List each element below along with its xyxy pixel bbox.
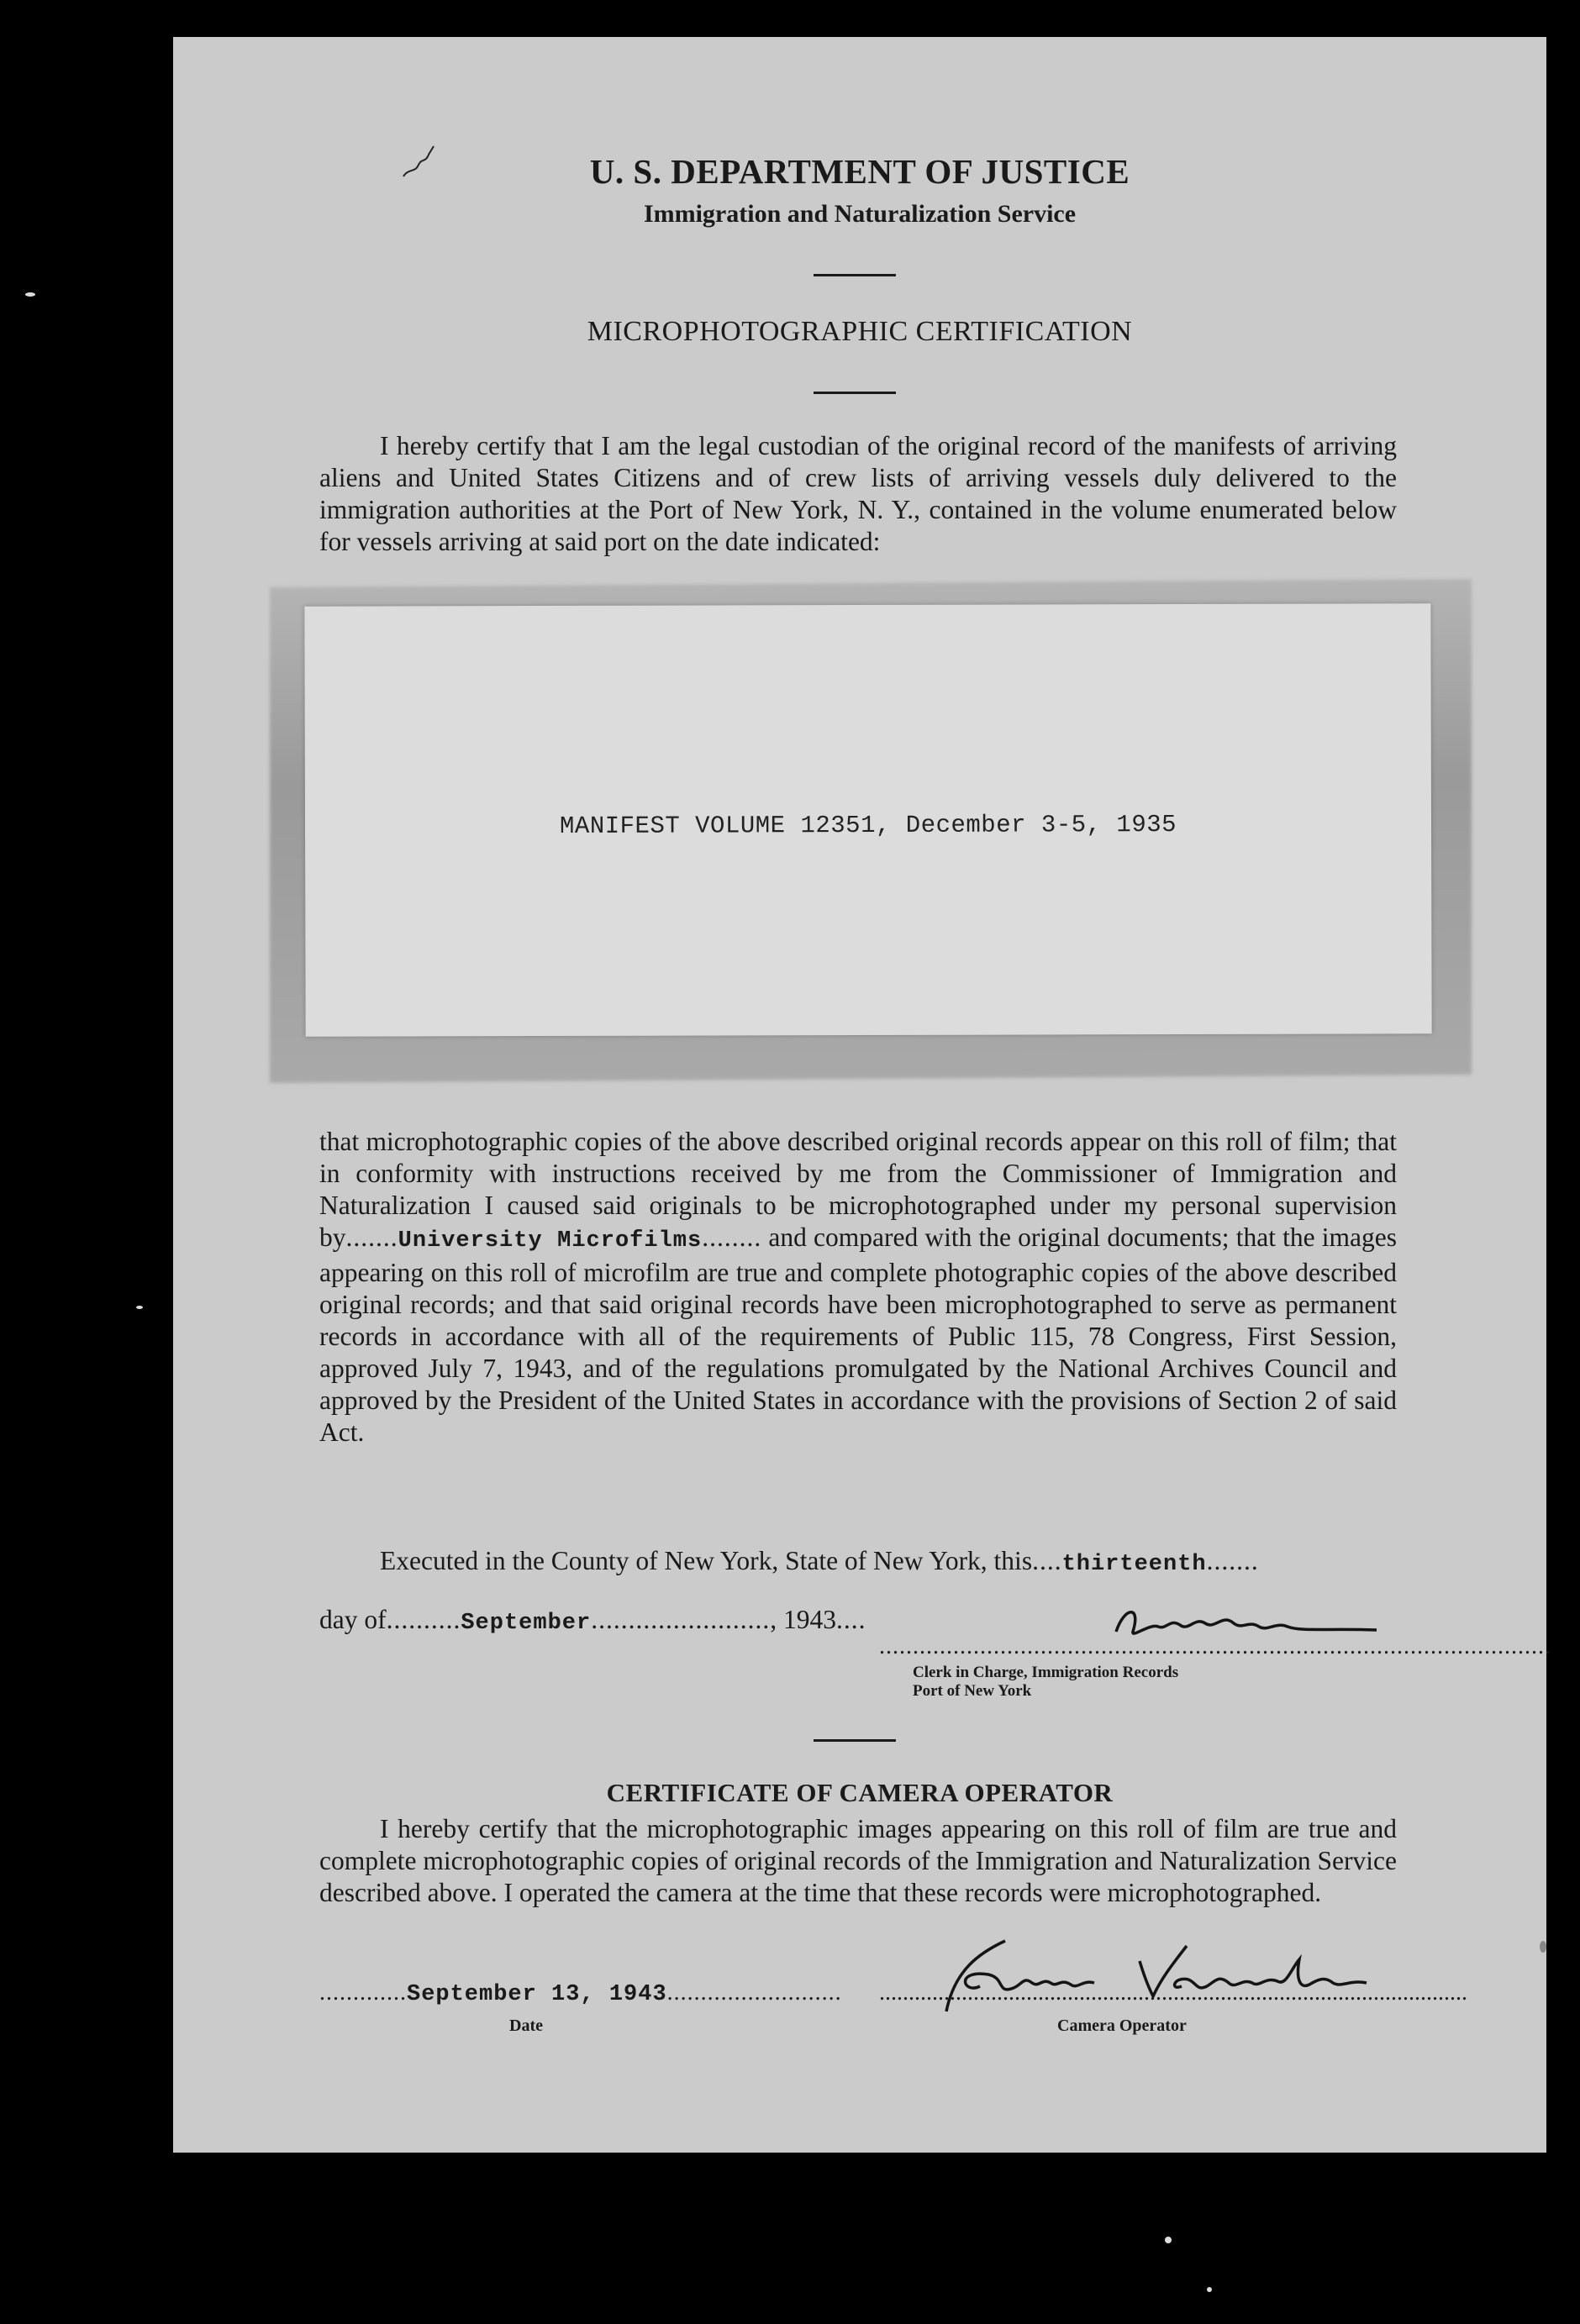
execution-prefix: Executed in the County of New York, State of New York, this bbox=[380, 1546, 1033, 1575]
divider bbox=[814, 274, 896, 276]
dot-leader: .......... bbox=[386, 1605, 461, 1634]
dot-leader: .... bbox=[1032, 1546, 1062, 1575]
clerk-location: Port of New York bbox=[913, 1682, 1032, 1700]
manifest-volume-text: MANIFEST VOLUME 12351, December 3-5, 1935 bbox=[559, 811, 1177, 840]
certificate-date: September 13, 1943 bbox=[407, 1982, 667, 2007]
clerk-title: Clerk in Charge, Immigration Records bbox=[913, 1664, 1179, 1681]
dot-leader: ....... bbox=[345, 1222, 398, 1252]
dot-leader: ........ bbox=[702, 1222, 762, 1252]
certification-title: MICROPHOTOGRAPHIC CERTIFICATION bbox=[587, 316, 1133, 347]
body-paragraph bbox=[319, 1126, 1397, 1449]
date-line bbox=[319, 1980, 842, 2007]
dot-leader: .......................... bbox=[666, 1980, 842, 2006]
dot-leader: ........................ bbox=[591, 1605, 771, 1634]
manifest-slip bbox=[304, 603, 1431, 1037]
service-subtitle: Immigration and Naturalization Service bbox=[643, 200, 1077, 228]
intro-paragraph: I hereby certify that I am the legal custodian of the original record of the manifests of arriving aliens and United States Citizens and of crew lists of arriving vessels duly delivered to the immigration authorities at the Port of New York, N. Y., contained in the volume enumerated below for vessels arriving at said port on the date indicated: bbox=[319, 431, 1397, 556]
date-label: Date bbox=[509, 2016, 543, 2035]
clerk-signature-line: .................................................................................................... bbox=[879, 1633, 1551, 1659]
department-title: U. S. DEPARTMENT OF JUSTICE bbox=[589, 152, 1130, 191]
filming-agency: University Microfilms bbox=[398, 1228, 703, 1254]
execution-day: thirteenth bbox=[1061, 1552, 1207, 1577]
day-of-label: day of bbox=[319, 1605, 387, 1634]
day-of-line bbox=[319, 1605, 866, 1636]
body-text-before: that microphotographic copies of the above described original records appear on this roll of film; that in conformity with instructions received by me from the Commissioner of Immigration and Naturalization I caused said originals to be microphotographed under my personal supervision by bbox=[319, 1127, 1397, 1252]
certification-document bbox=[173, 37, 1551, 2153]
divider bbox=[814, 1739, 896, 1742]
dot-leader: ............. bbox=[319, 1980, 407, 2006]
camera-certificate-text: I hereby certify that the microphotographic images appearing on this roll of film are true and complete microphotographic copies of original records of the Immigration and Naturalization Service described above. I operated the camera at the time that these records were microphotographed. bbox=[319, 1814, 1397, 1907]
execution-line bbox=[380, 1546, 1259, 1577]
body-text-after: and compared with the original documents; that the images appearing on this roll of microfilm are true and complete photographic copies of the above described original records; and that said original records have been microphotographed to serve as permanent records in accordance with all of the requirements of Public 115, 78 Congress, First Session, approved July 7, 1943, and of the regulations promulgated by the National Archives Council and approved by the President of the United States in accordance with the provisions of Section 2 of said Act. bbox=[319, 1222, 1398, 1447]
divider bbox=[814, 392, 896, 394]
camera-operator-signature bbox=[930, 1936, 1383, 2020]
dot-leader: .... bbox=[835, 1605, 866, 1634]
execution-year: , 1943 bbox=[770, 1605, 836, 1634]
camera-operator-signature-line: .................................................................................................... bbox=[879, 1980, 1467, 2006]
dot-leader: ....... bbox=[1206, 1546, 1259, 1575]
camera-operator-label: Camera Operator bbox=[1057, 2016, 1187, 2035]
execution-month: September bbox=[461, 1611, 592, 1636]
camera-certificate-title: CERTIFICATE OF CAMERA OPERATOR bbox=[606, 1778, 1114, 1807]
